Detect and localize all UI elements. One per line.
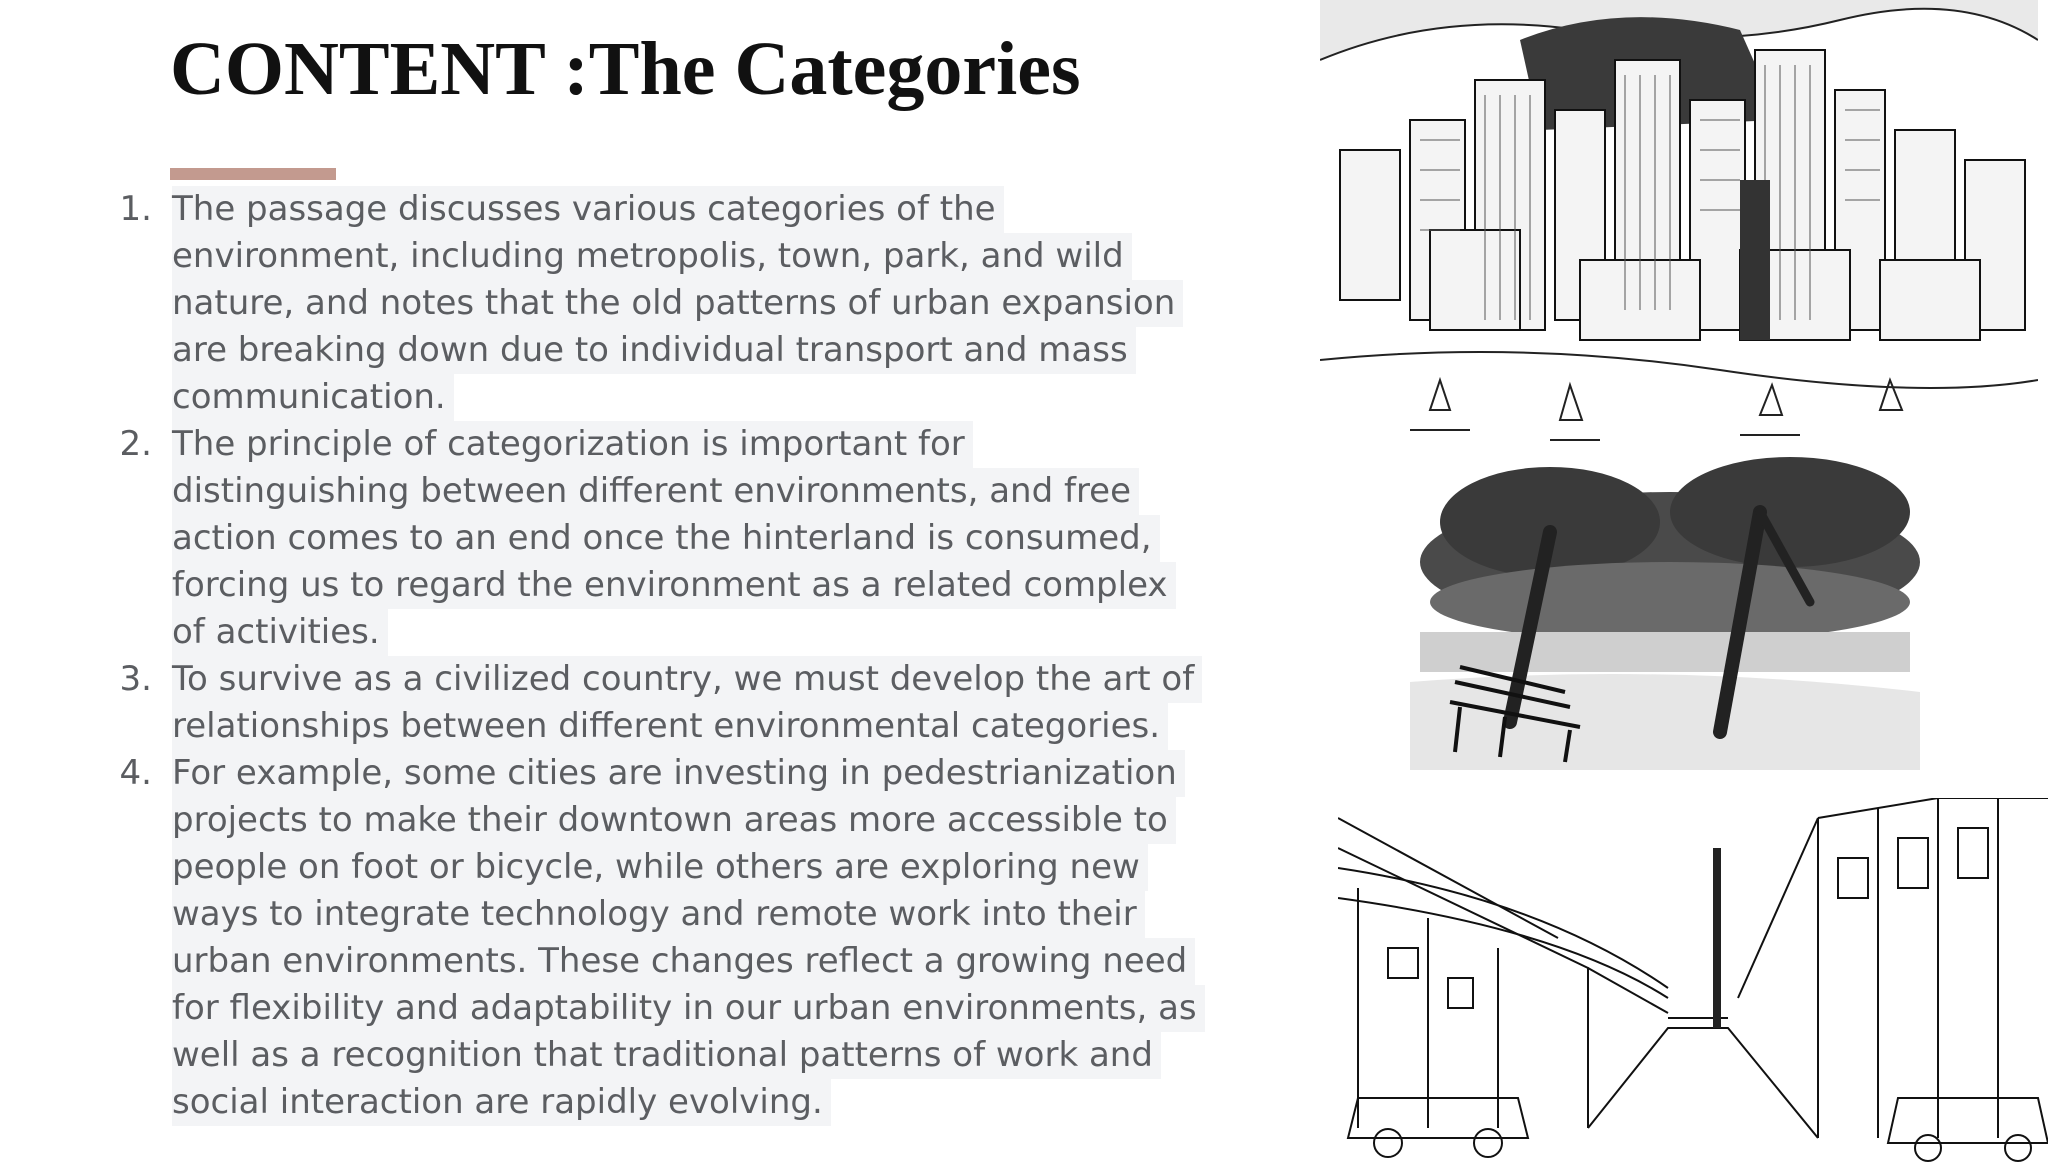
item-line: of activities. <box>172 609 388 656</box>
item-number: 4. <box>119 753 152 793</box>
item-line: forcing us to regard the environment as a related complex <box>172 562 1176 609</box>
title-accent-bar <box>170 168 336 180</box>
item-text <box>172 186 1238 421</box>
item-line: The principle of categorization is important for <box>172 421 973 468</box>
item-line: distinguishing between different environments, and free <box>172 468 1139 515</box>
item-line: To survive as a civilized country, we must develop the art of <box>172 656 1202 703</box>
list-item <box>88 421 1238 656</box>
item-line: For example, some cities are investing in pedestrianization <box>172 750 1185 797</box>
item-line: people on foot or bicycle, while others are exploring new <box>172 844 1148 891</box>
item-line: relationships between different environmental categories. <box>172 703 1168 750</box>
item-line: ways to integrate technology and remote work into their <box>172 891 1145 938</box>
item-number: 3. <box>119 659 152 699</box>
item-line: action comes to an end once the hinterland is consumed, <box>172 515 1160 562</box>
list-item <box>88 750 1238 1126</box>
item-line: for flexibility and adaptability in our urban environments, as <box>172 985 1205 1032</box>
item-text <box>172 656 1238 750</box>
item-text <box>172 750 1238 1126</box>
item-line: The passage discusses various categories of the <box>172 186 1004 233</box>
item-line: urban environments. These changes reflect a growing need <box>172 938 1195 985</box>
item-text <box>172 421 1238 656</box>
item-line: nature, and notes that the old patterns of urban expansion <box>172 280 1183 327</box>
item-line: projects to make their downtown areas more accessible to <box>172 797 1176 844</box>
list-item <box>88 186 1238 421</box>
slide-title: CONTENT :The Categories <box>170 27 1081 111</box>
item-line: social interaction are rapidly evolving. <box>172 1079 831 1126</box>
item-number: 1. <box>119 189 152 229</box>
item-line: well as a recognition that traditional patterns of work and <box>172 1032 1161 1079</box>
item-line: are breaking down due to individual transport and mass <box>172 327 1136 374</box>
list-item <box>88 656 1238 750</box>
item-line: communication. <box>172 374 454 421</box>
item-line: environment, including metropolis, town, park, and wild <box>172 233 1132 280</box>
street-sketch <box>1338 798 2048 1170</box>
city-skyline-sketch <box>1320 0 2038 470</box>
item-number: 2. <box>119 424 152 464</box>
content-list <box>88 186 1238 1126</box>
park-bench-sketch <box>1400 452 1930 770</box>
